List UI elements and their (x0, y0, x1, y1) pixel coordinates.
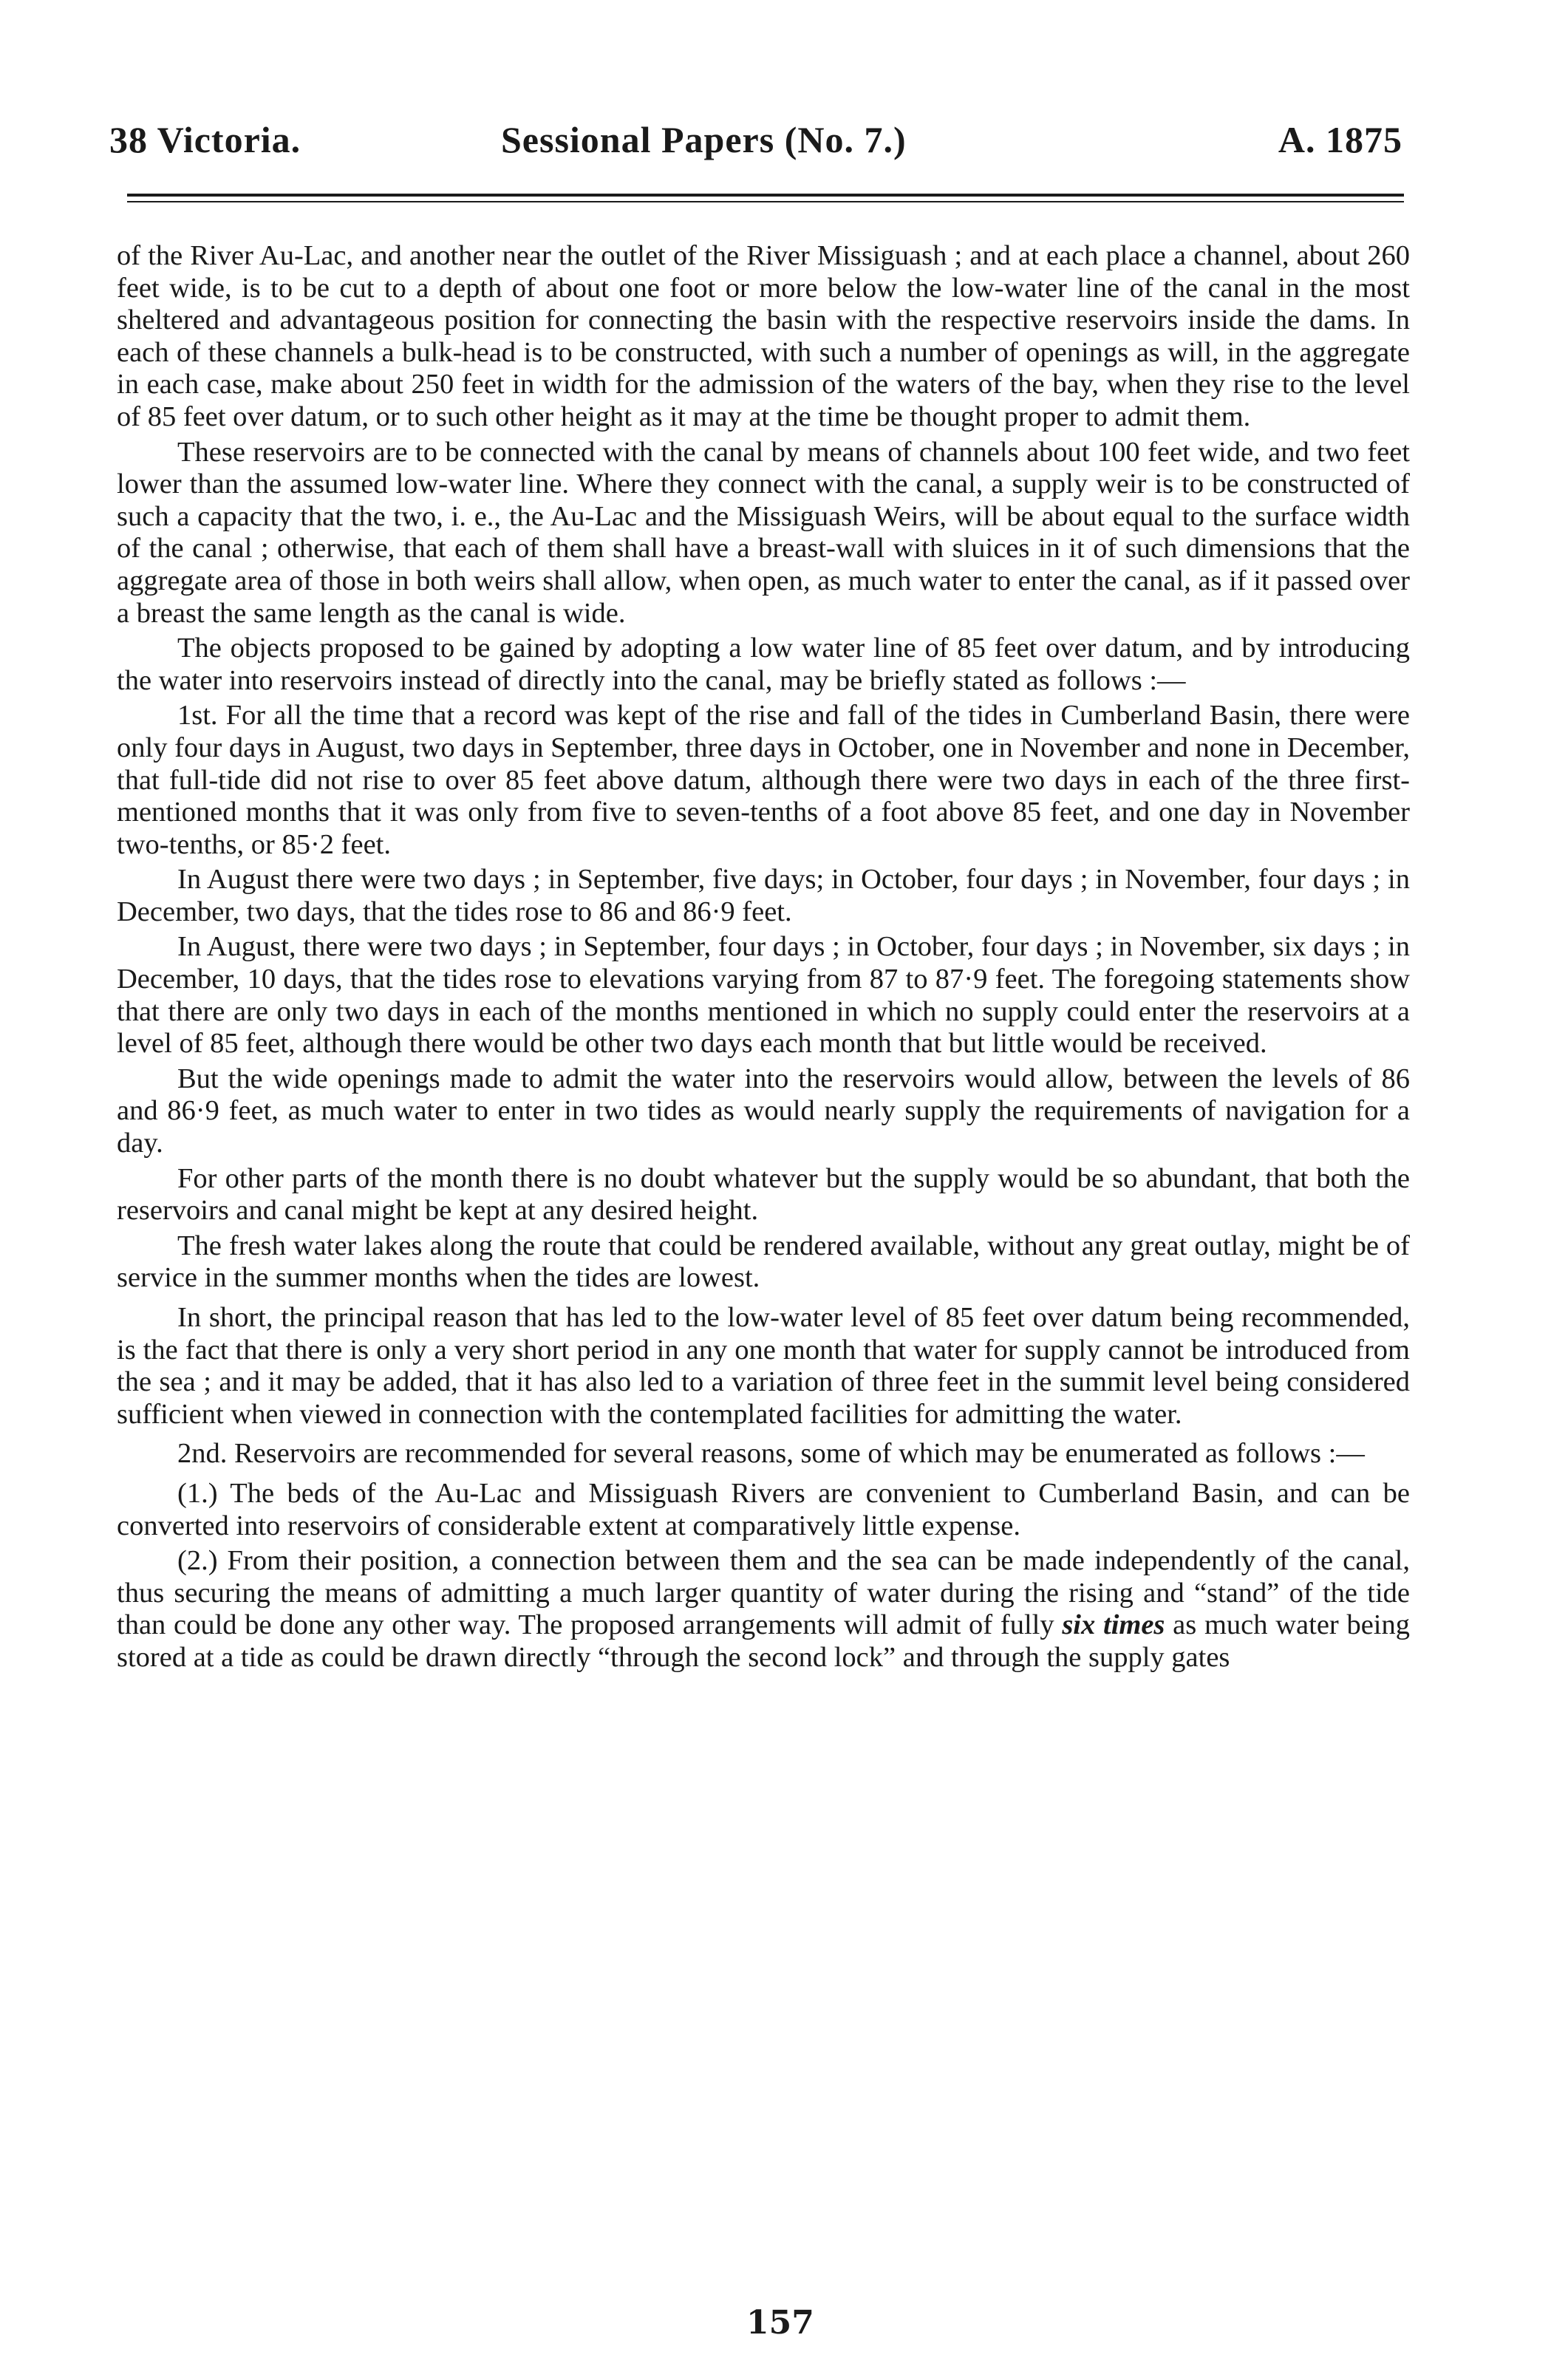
paragraph: In short, the principal reason that has led to the low-water level of 85 feet over datum being recommended, is the fact that there is only a very short period in any one month that water for supply cannot be introduced from the sea ; and it may be added, that it has also led to a variation of three feet in the summit level being considered sufficient when viewed in connection with the contemplated facilities for admitting the water. (117, 1302, 1410, 1430)
paragraph: But the wide openings made to admit the water into the reservoirs would allow, between the levels of 86 and 86·9 feet, as much water to enter in two tides as would nearly supply the requirements of navigation for a day. (117, 1063, 1410, 1159)
paragraph (117, 1545, 1410, 1674)
paragraph: In August, there were two days ; in September, four days ; in October, four days ; in November, six days ; in December, 10 days, that the tides rose to elevations varying from 87 to 87·9 feet. The foregoing statements show that there are only two days in each of the months mentioned in which no supply could enter the reservoirs at a level of 85 feet, although there would be other two days each month that but little would be received. (117, 931, 1410, 1060)
paragraph: In August there were two days ; in September, five days; in October, four days ; in November, four days ; in December, two days, that the tides rose to 86 and 86·9 feet. (117, 864, 1410, 927)
paragraph: (1.) The beds of the Au-Lac and Missiguash Rivers are convenient to Cumberland Basin, and can be converted into reservoirs of considerable extent at comparatively little expense. (117, 1477, 1410, 1541)
header-rule-thick (127, 194, 1404, 197)
body-text (117, 240, 1410, 1677)
paragraph-text: (2.) From their position, a connection between them and the sea can be made independently of the canal, thus securing the means of admitting a much larger quantity of water during the rising and “stand” of the tide than could be done any other way. The proposed arrangements will admit of fully (117, 1545, 1410, 1641)
paragraph: The objects proposed to be gained by adopting a low water line of 85 feet over datum, and by introducing the water into reservoirs instead of directly into the canal, may be briefly stated as follows :— (117, 633, 1410, 696)
paragraph: The fresh water lakes along the route that could be rendered available, without any great outlay, might be of service in the summer months when the tides are lowest. (117, 1230, 1410, 1294)
paragraph: For other parts of the month there is no doubt whatever but the supply would be so abundant, that both the reservoirs and canal might be kept at any desired height. (117, 1162, 1410, 1227)
paragraph: 2nd. Reservoirs are recommended for several reasons, some of which may be enumerated as follows :— (177, 1438, 1365, 1470)
header-rule-thin (127, 201, 1404, 202)
header-year: A. 1875 (1278, 119, 1402, 160)
emphasis-text: six times (1062, 1609, 1165, 1641)
paragraph-text: as much water being stored at a tide as could be drawn directly “through the second lock” and through the supply gates (117, 1609, 1410, 1673)
paragraph: 1st. For all the time that a record was kept of the rise and fall of the tides in Cumberland Basin, there were only four days in August, two days in September, three days in October, one in November and none in December, that full-tide did not rise to over 85 feet above datum, although there were two days in each of the three first-mentioned months that it was only from five to seven-tenths of a foot above 85 feet, and one day in November two-tenths, or 85·2 feet. (117, 700, 1410, 860)
header-volume: 38 Victoria. (109, 119, 301, 160)
paragraph: These reservoirs are to be connected with the canal by means of channels about 100 feet wide, and two feet lower than the assumed low-water line. Where they connect with the canal, a supply weir is to be constructed of such a capacity that the two, i. e., the Au-Lac and the Missiguash Weirs, will be about equal to the surface width of the canal ; otherwise, that each of them shall have a breast-wall with sluices in it of such dimensions that the aggregate area of those in both weirs shall allow, when open, as much water to enter the canal, as if it passed over a breast the same length as the canal is wide. (117, 436, 1410, 629)
page-header (109, 118, 1402, 170)
paragraph: of the River Au-Lac, and another near the outlet of the River Missiguash ; and at each place a channel, about 260 feet wide, is to be cut to a depth of about one foot or more below the low-water line of the canal in the most sheltered and advantageous position for connecting the basin with the respective reservoirs inside the dams. In each of these channels a bulk-head is to be constructed, with such a number of openings as will, in the aggregate in each case, make about 250 feet in width for the admission of the waters of the bay, when they rise to the level of 85 feet over datum, or to such other height as it may at the time be thought proper to admit them. (117, 240, 1410, 432)
page-number: 157 (746, 2304, 814, 2342)
header-title: Sessional Papers (No. 7.) (501, 119, 907, 160)
